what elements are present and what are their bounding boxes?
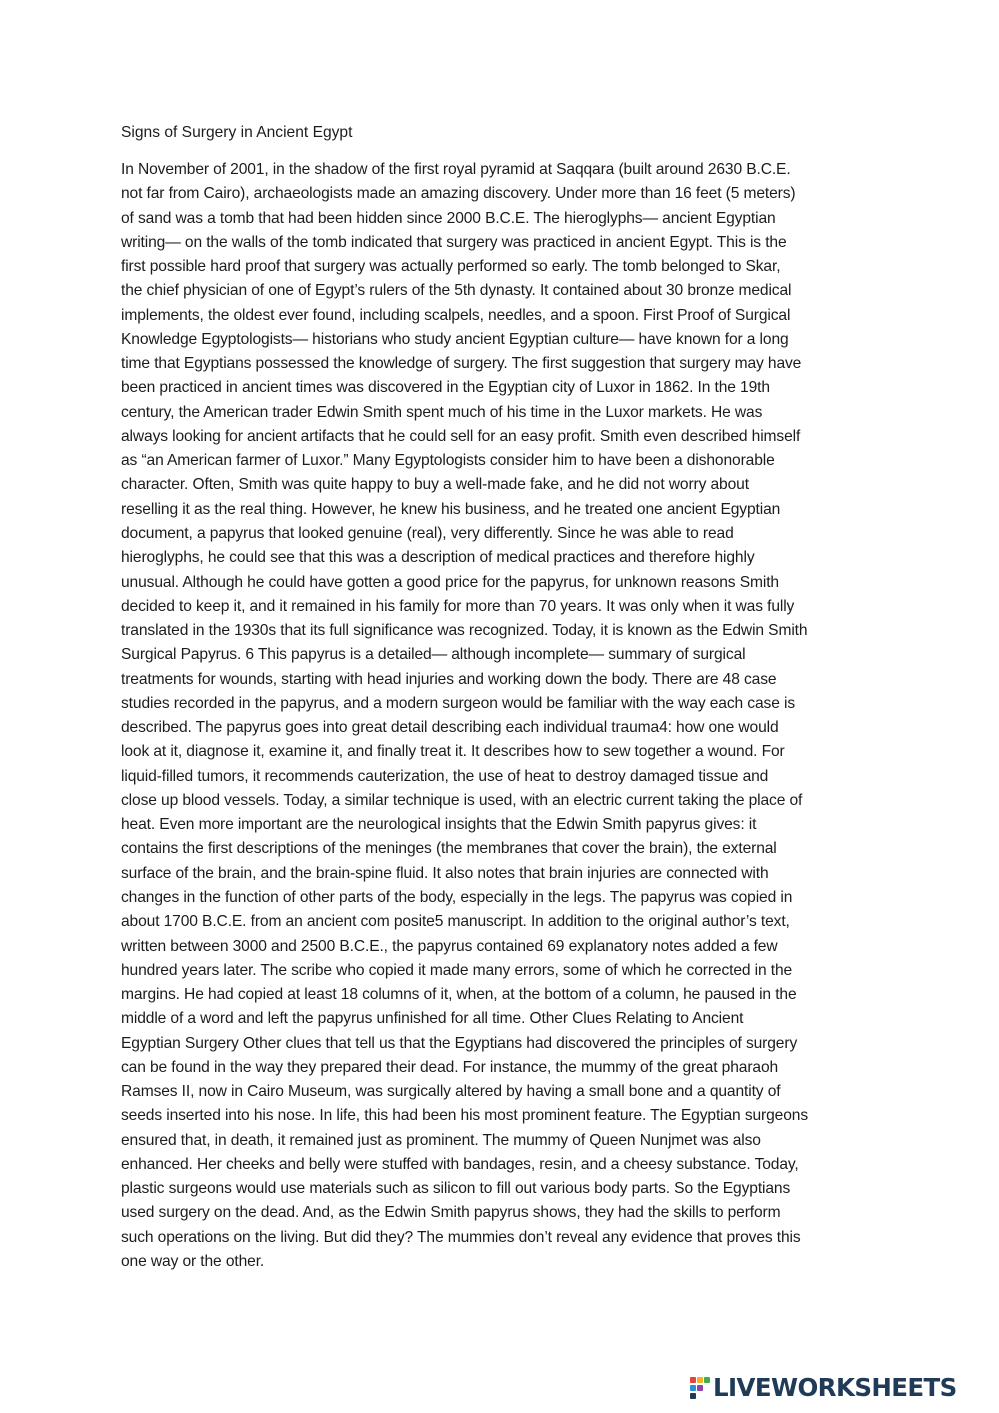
- paragraph-line: one way or the other.: [121, 1252, 265, 1270]
- paragraph-line: always looking for ancient artifacts that he could sell for an easy profit. Smith even described himself: [121, 427, 801, 445]
- paragraph-line: character. Often, Smith was quite happy to buy a well-made fake, and he did not worry about: [121, 476, 749, 494]
- paragraph-line: reselling it as the real thing. However, he knew his business, and he treated one ancient Egyptian: [121, 500, 781, 518]
- paragraph-line: not far from Cairo), archaeologists made an amazing discovery. Under more than 16 feet (5 meters): [121, 185, 796, 203]
- logo-square: [690, 1385, 696, 1391]
- liveworksheets-logo-icon: [690, 1375, 710, 1401]
- paragraph-line: unusual. Although he could have gotten a good price for the papyrus, for unknown reasons Smith: [121, 573, 779, 591]
- paragraph-line: changes in the function of other parts of the body, especially in the legs. The papyrus was copied in: [121, 888, 793, 906]
- paragraph-line: seeds inserted into his nose. In life, this had been his most prominent feature. The Egyptian surgeons: [121, 1107, 809, 1125]
- document-body: [121, 158, 881, 1274]
- paragraph-line: century, the American trader Edwin Smith spent much of his time in the Luxor markets. He was: [121, 403, 763, 421]
- paragraph-line: the chief physician of one of Egypt’s rulers of the 5th dynasty. It contained about 30 bronze medical: [121, 282, 792, 300]
- paragraph-line: of sand was a tomb that had been hidden since 2000 B.C.E. The hieroglyphs— ancient Egyptian: [121, 209, 776, 227]
- paragraph-line: heat. Even more important are the neurological insights that the Edwin Smith papyrus gives: it: [121, 816, 757, 834]
- paragraph-line: first possible hard proof that surgery was actually performed so early. The tomb belonged to Skar,: [121, 258, 781, 276]
- paragraph-line: close up blood vessels. Today, a similar technique is used, with an electric current taking the place of: [121, 791, 803, 809]
- paragraph-line: margins. He had copied at least 18 columns of it, when, at the bottom of a column, he paused in the: [121, 986, 797, 1004]
- paragraph-line: liquid-filled tumors, it recommends cauterization, the use of heat to destroy damaged tissue and: [121, 767, 769, 785]
- paragraph-line: translated in the 1930s that its full significance was recognized. Today, it is known as the Edwin Smith: [121, 622, 808, 640]
- paragraph-line: surface of the brain, and the brain-spine fluid. It also notes that brain injuries are connected with: [121, 864, 769, 882]
- paragraph-line: Surgical Papyrus. 6 This papyrus is a detailed— although incomplete— summary of surgical: [121, 646, 746, 664]
- paragraph-line: treatments for wounds, starting with head injuries and working down the body. There are 48 case: [121, 670, 777, 688]
- paragraph-line: decided to keep it, and it remained in his family for more than 70 years. It was only when it was fully: [121, 597, 795, 615]
- paragraph-line: studies recorded in the papyrus, and a modern surgeon would be familiar with the way each case is: [121, 694, 795, 712]
- brand-name: LIVEWORKSHEETS: [713, 1373, 957, 1402]
- paragraph-line: been practiced in ancient times was discovered in the Egyptian city of Luxor in 1862. In the 19th: [121, 379, 770, 397]
- paragraph-line: Knowledge Egyptologists— historians who study ancient Egyptian culture— have known for a long: [121, 330, 789, 348]
- paragraph-line: hundred years later. The scribe who copied it made many errors, some of which he corrected in the: [121, 961, 793, 979]
- logo-square: [690, 1393, 696, 1399]
- logo-square: [697, 1377, 703, 1383]
- document-title: Signs of Surgery in Ancient Egypt: [121, 124, 353, 141]
- paragraph-line: plastic surgeons would use materials such as silicon to fill out various body parts. So the Egyptians: [121, 1180, 791, 1198]
- paragraph-line: writing— on the walls of the tomb indicated that surgery was practiced in ancient Egypt. This is the: [121, 233, 787, 251]
- paragraph-line: contains the first descriptions of the meninges (the membranes that cover the brain), the external: [121, 840, 777, 858]
- liveworksheets-brand: [690, 1372, 990, 1404]
- paragraph-line: enhanced. Her cheeks and belly were stuffed with bandages, resin, and a cheesy substance. Today,: [121, 1155, 799, 1173]
- paragraph-line: used surgery on the dead. And, as the Edwin Smith papyrus shows, they had the skills to perform: [121, 1204, 781, 1222]
- paragraph-line: can be found in the way they prepared their dead. For instance, the mummy of the great pharaoh: [121, 1058, 779, 1076]
- paragraph-line: In November of 2001, in the shadow of the first royal pyramid at Saqqara (built around 2630 B.C.E.: [121, 161, 791, 178]
- paragraph-line: middle of a word and left the papyrus unfinished for all time. Other Clues Relating to Ancient: [121, 1010, 744, 1028]
- paragraph-line: about 1700 B.C.E. from an ancient com posite5 manuscript. In addition to the original author’s text,: [121, 913, 790, 931]
- paragraph-line: ensured that, in death, it remained just as prominent. The mummy of Queen Nunjmet was also: [121, 1131, 761, 1149]
- paragraph-line: time that Egyptians possessed the knowledge of surgery. The first suggestion that surgery may have: [121, 355, 802, 373]
- paragraph-line: document, a papyrus that looked genuine (real), very differently. Since he was able to read: [121, 524, 734, 542]
- paragraph-line: written between 3000 and 2500 B.C.E., the papyrus contained 69 explanatory notes added a few: [121, 937, 778, 955]
- paragraph-line: described. The papyrus goes into great detail describing each individual trauma4: how one would: [121, 719, 779, 737]
- paragraph-line: look at it, diagnose it, examine it, and finally treat it. It describes how to sew together a wound. For: [121, 743, 785, 761]
- logo-square: [704, 1377, 710, 1383]
- paragraph-line: implements, the oldest ever found, including scalpels, needles, and a spoon. First Proof of Surgical: [121, 306, 791, 324]
- paragraph-line: Egyptian Surgery Other clues that tell us that the Egyptians had discovered the principles of surgery: [121, 1034, 798, 1052]
- logo-square: [690, 1377, 696, 1383]
- paragraph-line: such operations on the living. But did they? The mummies don’t reveal any evidence that proves this: [121, 1228, 801, 1246]
- paragraph-line: hieroglyphs, he could see that this was a description of medical practices and therefore highly: [121, 549, 755, 567]
- paragraph-line: Ramses II, now in Cairo Museum, was surgically altered by having a small bone and a quantity of: [121, 1083, 781, 1101]
- logo-square: [697, 1385, 703, 1391]
- paragraph-line: as “an American farmer of Luxor.” Many Egyptologists consider him to have been a dishonorable: [121, 452, 775, 470]
